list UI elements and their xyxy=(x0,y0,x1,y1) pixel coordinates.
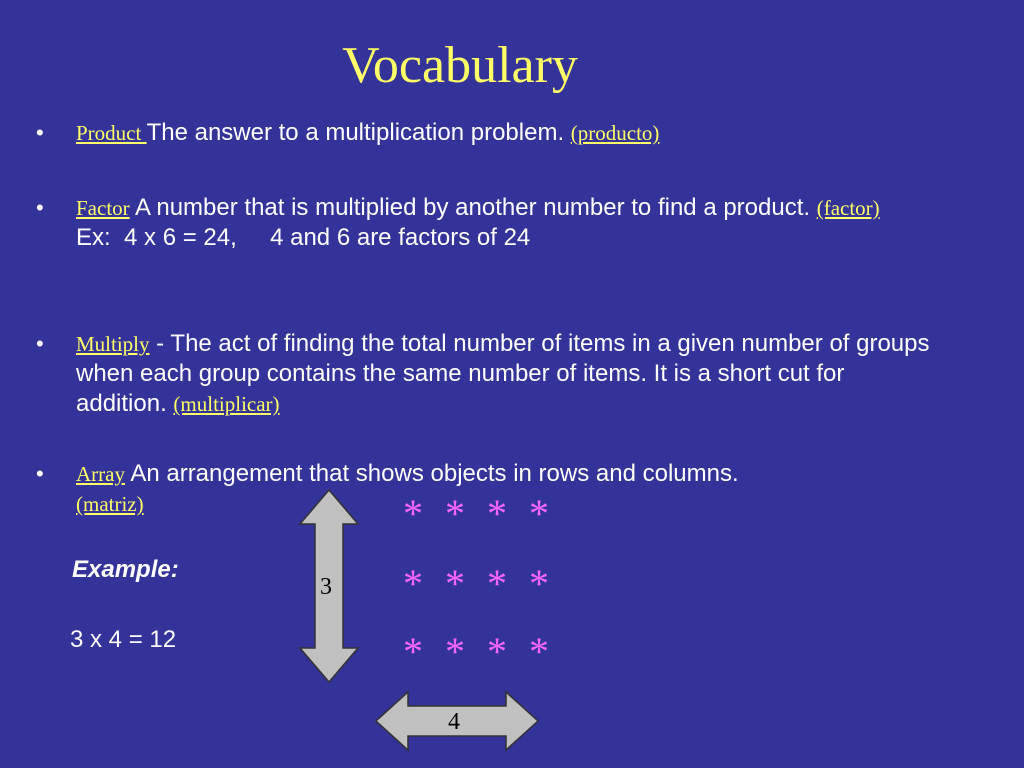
rows-label: 3 xyxy=(320,574,332,600)
slide-title: Vocabulary xyxy=(342,37,578,94)
term-factor: Factor xyxy=(76,196,130,220)
example-equation: 3 x 4 = 12 xyxy=(70,626,177,653)
term-array: Array xyxy=(76,462,125,486)
translation-multiply: (multiplicar) xyxy=(173,392,280,416)
translation-factor: (factor) xyxy=(816,196,880,220)
array-star-row: * * * * xyxy=(403,491,555,536)
translation-product: (producto) xyxy=(570,121,660,145)
example-label: Example: xyxy=(72,556,179,583)
bullet-dot: • xyxy=(36,461,44,486)
term-product: Product xyxy=(76,121,147,145)
translation-array: (matriz) xyxy=(76,492,144,516)
definition-product: The answer to a multiplication problem. xyxy=(146,119,571,146)
bullet-dot: • xyxy=(36,195,44,220)
array-star-row: * * * * xyxy=(403,629,555,674)
term-multiply: Multiply xyxy=(76,332,150,356)
definition-multiply: - The act of finding the total number of items in a given number of groups when each group contains the same number of items. It is a short cut for addition. xyxy=(76,330,930,417)
definition-array: An arrangement that shows objects in rows and columns. xyxy=(124,460,739,487)
definition-factor: A number that is multiplied by another number to find a product. xyxy=(129,194,817,221)
factor-example: Ex: 4 x 6 = 24, 4 and 6 are factors of 24 xyxy=(76,224,531,251)
bullet-dot: • xyxy=(36,331,44,356)
bullet-dot: • xyxy=(36,120,44,145)
array-star-row: * * * * xyxy=(403,561,555,606)
columns-label: 4 xyxy=(448,709,460,735)
